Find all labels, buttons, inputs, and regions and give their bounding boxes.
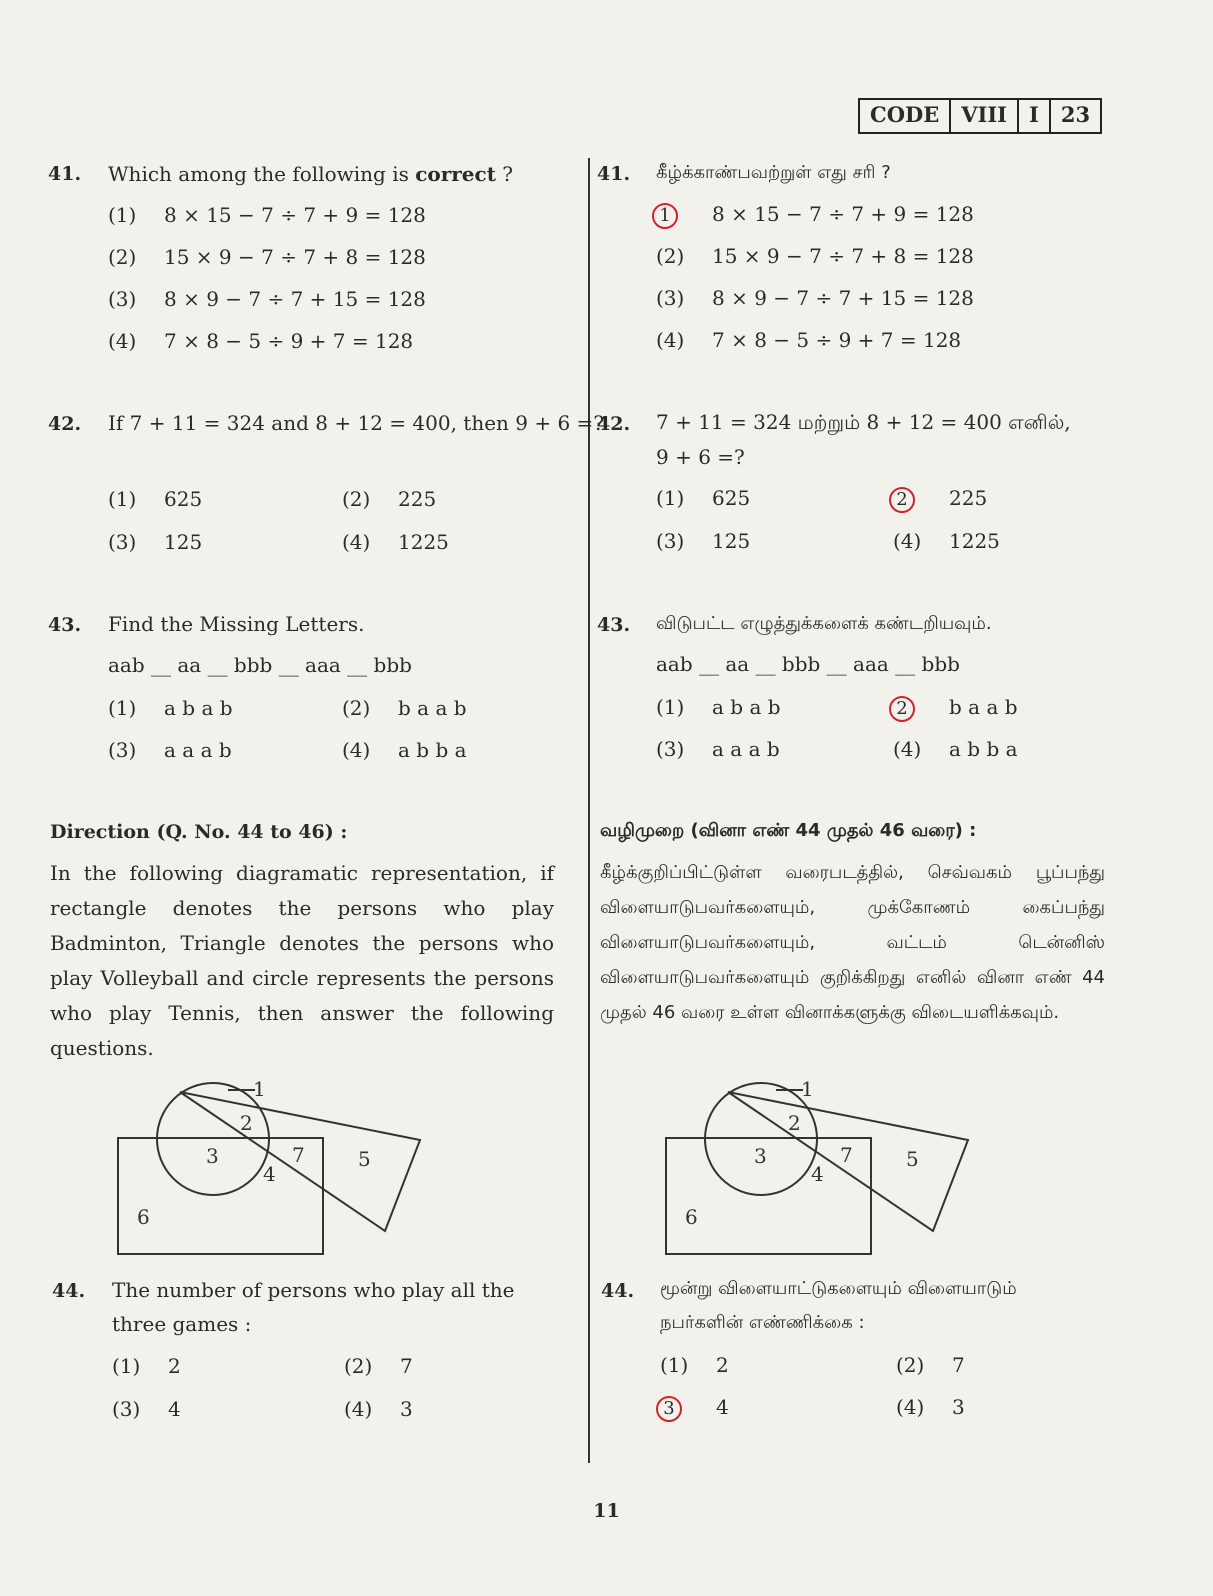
question-number: 44. [601,1280,635,1302]
question-text: Find the Missing Letters. [108,612,365,636]
option-text: 2 [716,1353,729,1377]
region-label: 4 [811,1162,824,1186]
option-number: (4) [896,1395,925,1419]
option-text: a a a b [712,737,780,761]
marked-answer-circle: 1 [652,203,678,229]
region-label: 7 [840,1143,853,1167]
question-text [108,157,513,191]
option [108,245,426,269]
question-number: 41. [48,163,82,185]
code-part: I [1019,100,1051,132]
option-text: 2 [168,1354,181,1378]
option-text: 8 × 15 − 7 ÷ 7 + 9 = 128 [164,203,426,227]
option-number: (3) [108,530,137,554]
option [108,487,202,511]
question-text: 7 + 11 = 324 மற்றும் 8 + 12 = 400 எனில், [656,410,1071,434]
option-text: 125 [712,529,751,553]
option-number: (2) [896,1353,925,1377]
option-text: a b b a [398,738,467,762]
question-number: 42. [48,413,82,435]
option-text: 7 [400,1354,413,1378]
option [893,695,1018,722]
option [656,328,961,352]
option-number: (4) [893,737,922,761]
option-number: (4) [342,530,371,554]
option-text: a b b a [949,737,1018,761]
region-label: 3 [754,1144,767,1168]
option [112,1354,181,1378]
option-number: (2) [342,696,371,720]
option [660,1353,729,1377]
option-text: 625 [712,486,751,510]
option-number: (2) [656,244,685,268]
option [896,1395,965,1419]
option [108,530,202,554]
option-text: a b a b [712,695,781,719]
option-number: (2) [344,1354,373,1378]
region-label: 3 [206,1144,219,1168]
option-number: (4) [342,738,371,762]
option-number: (3) [656,529,685,553]
question-text: If 7 + 11 = 324 and 8 + 12 = 400, then 9 + 6 =? [108,411,605,435]
region-label: 1 [253,1077,266,1101]
option-number: (1) [108,203,137,227]
option-text: 625 [164,487,203,511]
question-text: 9 + 6 =? [656,445,745,469]
question-number: 41. [597,163,631,185]
option-text: 7 × 8 − 5 ÷ 9 + 7 = 128 [164,329,414,353]
option-number: (4) [344,1397,373,1421]
option [896,1353,965,1377]
option-text: 3 [400,1397,413,1421]
option [656,244,974,268]
option-number: (3) [112,1397,141,1421]
option-text: 7 × 8 − 5 ÷ 9 + 7 = 128 [712,328,962,352]
option [656,737,780,761]
letter-sequence: aab __ aa __ bbb __ aaa __ bbb [108,653,412,677]
option-number: (4) [108,329,137,353]
region-label: 6 [137,1205,150,1229]
option [656,529,750,553]
option-text: b a a b [949,695,1018,719]
option [893,486,987,513]
option-text: a a a b [164,738,232,762]
option-number: (2) [342,487,371,511]
question-text-part: Which among the following is [108,162,416,186]
option [344,1354,413,1378]
code-page: 23 [1060,102,1091,127]
option-text: 225 [949,486,988,510]
option-text: 125 [164,530,203,554]
option [112,1397,181,1421]
question-text: The number of persons who play all the three games : [112,1278,515,1336]
letter-sequence: aab __ aa __ bbb __ aaa __ bbb [656,652,960,676]
region-label: 5 [906,1147,919,1171]
option-number: (4) [893,529,922,553]
venn-diagram [648,1068,988,1268]
question-number: 43. [48,614,82,636]
question-text-bold: correct [415,162,496,186]
region-label: 2 [240,1111,253,1135]
option-number: (1) [108,487,137,511]
option [656,486,750,510]
option-number: (1) [112,1354,141,1378]
option-text: 15 × 9 − 7 ÷ 7 + 8 = 128 [164,245,426,269]
option-number: (1) [660,1353,689,1377]
marked-answer-circle: 2 [889,696,915,722]
code-class: VIII [951,100,1019,132]
marked-answer-circle: 2 [889,487,915,513]
option-text: 1225 [949,529,1000,553]
option-text: 7 [952,1353,965,1377]
option-number: (1) [108,696,137,720]
question-number: 43. [597,614,631,636]
direction-body: கீழ்க்குறிப்பிட்டுள்ள வரைபடத்தில், செவ்வகம் பூப்பந்து விளையாடுபவர்களையும், முக்கோணம் கைப்பந்து விளையாடுபவர்களையும், வட்டம் டென்னிஸ் விளையாடுபவர்களையும் குறிக்கிறது எனில் வினா எண் 44 முதல் 46 வரை உள்ள வினாக்களுக்கு விடையளிக்கவும். [600,862,1105,1023]
option [342,696,467,720]
option [656,695,781,719]
option-number: (4) [656,328,685,352]
region-label: 1 [801,1077,814,1101]
option-number: (3) [656,737,685,761]
option-number: (1) [656,695,685,719]
question-text: விடுபட்ட எழுத்துக்களைக் கண்டறியவும். [656,613,992,634]
region-label: 2 [788,1111,801,1135]
option-text: a b a b [164,696,233,720]
marked-answer-circle: 3 [656,1396,682,1422]
column-divider [588,158,590,1463]
option [656,202,974,229]
region-label: 6 [685,1205,698,1229]
option-text: 3 [952,1395,965,1419]
option-text: 4 [168,1397,181,1421]
option-number: (3) [656,286,685,310]
region-label: 4 [263,1162,276,1186]
option [344,1397,413,1421]
option [108,738,232,762]
option-text: 225 [398,487,437,511]
option-text: 8 × 15 − 7 ÷ 7 + 9 = 128 [712,202,974,226]
region-label: 7 [292,1143,305,1167]
option [660,1395,729,1422]
option [893,529,1000,553]
option-text: 1225 [398,530,449,554]
direction-body: In the following diagramatic representation, if rectangle denotes the persons who play Badminton, Triangle denotes the persons who play Volleyball and circle represents the persons who play Tennis, then answer the following questions. [50,861,554,1060]
direction-heading: Direction (Q. No. 44 to 46) : [50,821,348,843]
option-text: 8 × 9 − 7 ÷ 7 + 15 = 128 [164,287,426,311]
option-number: (3) [108,738,137,762]
option-text: 4 [716,1395,729,1419]
region-label: 5 [358,1147,371,1171]
option-number: (3) [108,287,137,311]
option [342,738,467,762]
option-text: 8 × 9 − 7 ÷ 7 + 15 = 128 [712,286,974,310]
option [108,696,233,720]
question-text: கீழ்க்காண்பவற்றுள் எது சரி ? [656,162,891,183]
option [893,737,1018,761]
option-text: b a a b [398,696,467,720]
option [108,329,413,353]
question-number: 44. [52,1280,86,1302]
option [108,287,426,311]
option [342,487,436,511]
option [342,530,449,554]
page-number: 11 [593,1500,620,1522]
option [656,286,974,310]
option [108,203,426,227]
question-text: மூன்று விளையாட்டுகளையும் விளையாடும் நபர்களின் எண்ணிக்கை : [660,1278,1017,1333]
option-text: 15 × 9 − 7 ÷ 7 + 8 = 128 [712,244,974,268]
code-box [858,98,1102,134]
direction-heading: வழிமுறை (வினா எண் 44 முதல் 46 வரை) : [600,820,977,841]
question-number: 42. [597,413,631,435]
code-label: CODE [860,100,951,132]
venn-diagram [100,1068,440,1268]
option-number: (1) [656,486,685,510]
option-number: (2) [108,245,137,269]
question-text-part: ? [495,162,514,186]
